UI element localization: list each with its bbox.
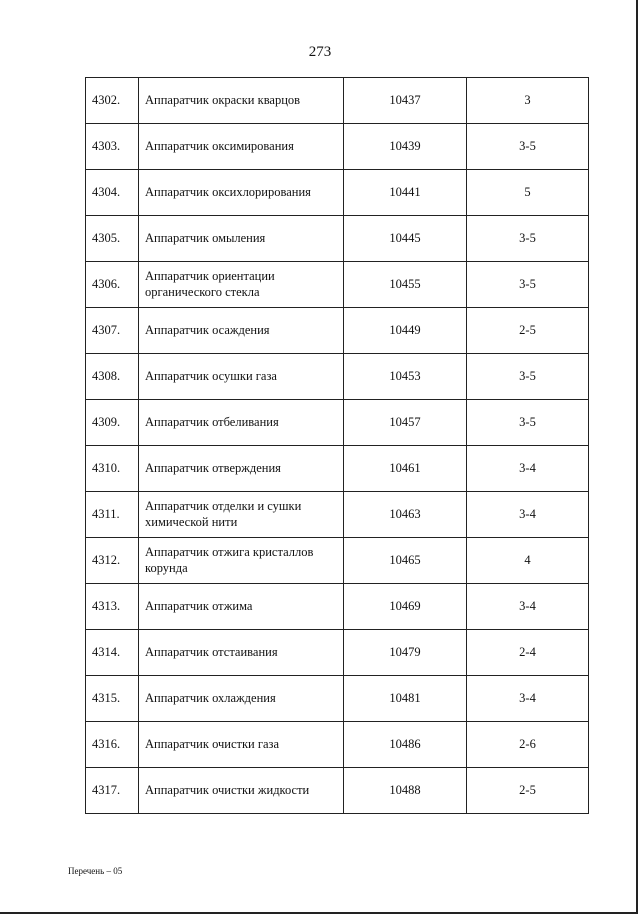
grade-range: 3-4 [467,676,589,722]
profession-code: 10455 [344,262,467,308]
profession-name: Аппаратчик очистки газа [139,722,344,768]
profession-name: Аппаратчик отверждения [139,446,344,492]
table-row [86,262,589,308]
table-row [86,676,589,722]
table-row [86,400,589,446]
profession-table [85,77,589,814]
row-number: 4302. [86,78,139,124]
row-number: 4314. [86,630,139,676]
table-row [86,768,589,814]
row-number: 4307. [86,308,139,354]
profession-name: Аппаратчик охлаждения [139,676,344,722]
table-row [86,492,589,538]
grade-range: 3-4 [467,492,589,538]
grade-range: 2-4 [467,630,589,676]
profession-name: Аппаратчик отжига кристаллов корунда [139,538,344,584]
grade-range: 2-5 [467,308,589,354]
row-number: 4305. [86,216,139,262]
profession-name: Аппаратчик окраски кварцов [139,78,344,124]
row-number: 4309. [86,400,139,446]
profession-code: 10463 [344,492,467,538]
row-number: 4313. [86,584,139,630]
row-number: 4310. [86,446,139,492]
profession-code: 10445 [344,216,467,262]
table-row [86,78,589,124]
grade-range: 3-5 [467,262,589,308]
row-number: 4316. [86,722,139,768]
grade-range: 3-5 [467,354,589,400]
table-row [86,170,589,216]
profession-code: 10439 [344,124,467,170]
profession-name: Аппаратчик отбеливания [139,400,344,446]
profession-name: Аппаратчик очистки жидкости [139,768,344,814]
profession-name: Аппаратчик ориентации органического стекла [139,262,344,308]
profession-name: Аппаратчик оксимирования [139,124,344,170]
row-number: 4303. [86,124,139,170]
grade-range: 2-5 [467,768,589,814]
table-row [86,354,589,400]
profession-code: 10469 [344,584,467,630]
grade-range: 5 [467,170,589,216]
row-number: 4315. [86,676,139,722]
table-row [86,308,589,354]
grade-range: 4 [467,538,589,584]
profession-code: 10461 [344,446,467,492]
grade-range: 3-5 [467,124,589,170]
row-number: 4317. [86,768,139,814]
table-row [86,446,589,492]
grade-range: 3-4 [467,584,589,630]
profession-code: 10453 [344,354,467,400]
profession-name: Аппаратчик омыления [139,216,344,262]
grade-range: 2-6 [467,722,589,768]
profession-name: Аппаратчик отжима [139,584,344,630]
profession-name: Аппаратчик осаждения [139,308,344,354]
profession-code: 10486 [344,722,467,768]
table-row [86,722,589,768]
row-number: 4311. [86,492,139,538]
profession-code: 10465 [344,538,467,584]
profession-code: 10479 [344,630,467,676]
grade-range: 3 [467,78,589,124]
row-number: 4308. [86,354,139,400]
table-row [86,584,589,630]
row-number: 4312. [86,538,139,584]
profession-name: Аппаратчик отделки и сушки химической нити [139,492,344,538]
grade-range: 3-5 [467,400,589,446]
grade-range: 3-5 [467,216,589,262]
row-number: 4306. [86,262,139,308]
table-row [86,216,589,262]
profession-code: 10488 [344,768,467,814]
row-number: 4304. [86,170,139,216]
profession-code: 10437 [344,78,467,124]
table-body [86,78,589,814]
grade-range: 3-4 [467,446,589,492]
table-row [86,124,589,170]
profession-name: Аппаратчик оксихлорирования [139,170,344,216]
page-number: 273 [308,44,332,60]
profession-code: 10481 [344,676,467,722]
table-row [86,630,589,676]
profession-code: 10449 [344,308,467,354]
profession-name: Аппаратчик отстаивания [139,630,344,676]
profession-name: Аппаратчик осушки газа [139,354,344,400]
table-row [86,538,589,584]
profession-code: 10441 [344,170,467,216]
profession-code: 10457 [344,400,467,446]
footer-note: Перечень – 05 [68,866,123,876]
